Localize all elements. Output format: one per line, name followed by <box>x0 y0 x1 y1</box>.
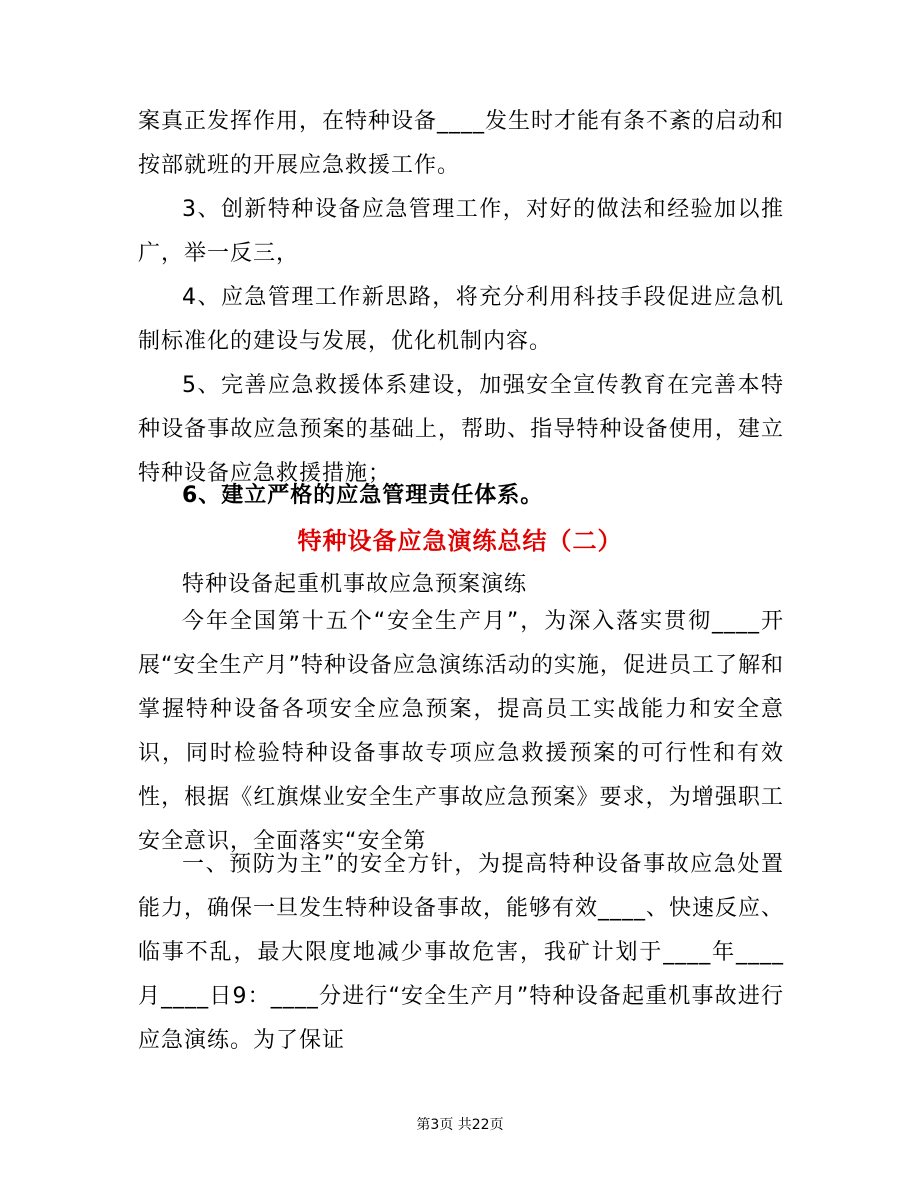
page-number: 第3页 共22页 <box>416 1117 504 1133</box>
paragraph-principle: 一、预防为主”的安全方针，为提高特种设备事故应急处置能力，确保一旦发生特种设备事故，能够有效____、快速反应、临事不乱，最大限度地减少事故危害，我矿计划于____年____月____日9：____分进行“安全生产月”特种设备起重机事故进行应急演练。为了保证 <box>138 852 785 1053</box>
paragraph-item-3: 3、创新特种设备应急管理工作，对好的做法和经验加以推广，举一反三， <box>138 197 784 266</box>
section-title: 特种设备应急演练总结（二） <box>297 527 623 555</box>
paragraph-item-4: 4、应急管理工作新思路，将充分利用科技手段促进应急机制标准化的建设与发展，优化机制内容。 <box>138 285 784 354</box>
paragraph-item-5: 5、完善应急救援体系建设，加强安全宣传教育在完善本特种设备事故应急预案的基础上，帮助、指导特种设备使用，建立特种设备应急救援措施； <box>138 373 784 486</box>
paragraph-item-6: 6、建立严格的应急管理责任体系。 <box>182 483 544 508</box>
paragraph-continuation: 案真正发挥作用，在特种设备____发生时才能有条不紊的启动和按部就班的开展应急救援工作。 <box>138 109 785 178</box>
section-subtitle: 特种设备起重机事故应急预案演练 <box>182 572 528 597</box>
paragraph-intro: 今年全国第十五个“安全生产月”，为深入落实贯彻____开展“安全生产月”特种设备应急演练活动的实施，促进员工了解和掌握特种设备各项安全应急预案，提高员工实战能力和安全意识，同时检验特种设备事故专项应急救援预案的可行性和有效性，根据《红旗煤业安全生产事故应急预案》要求，为增强职工安全意识，全面落实“安全第 <box>138 609 784 854</box>
